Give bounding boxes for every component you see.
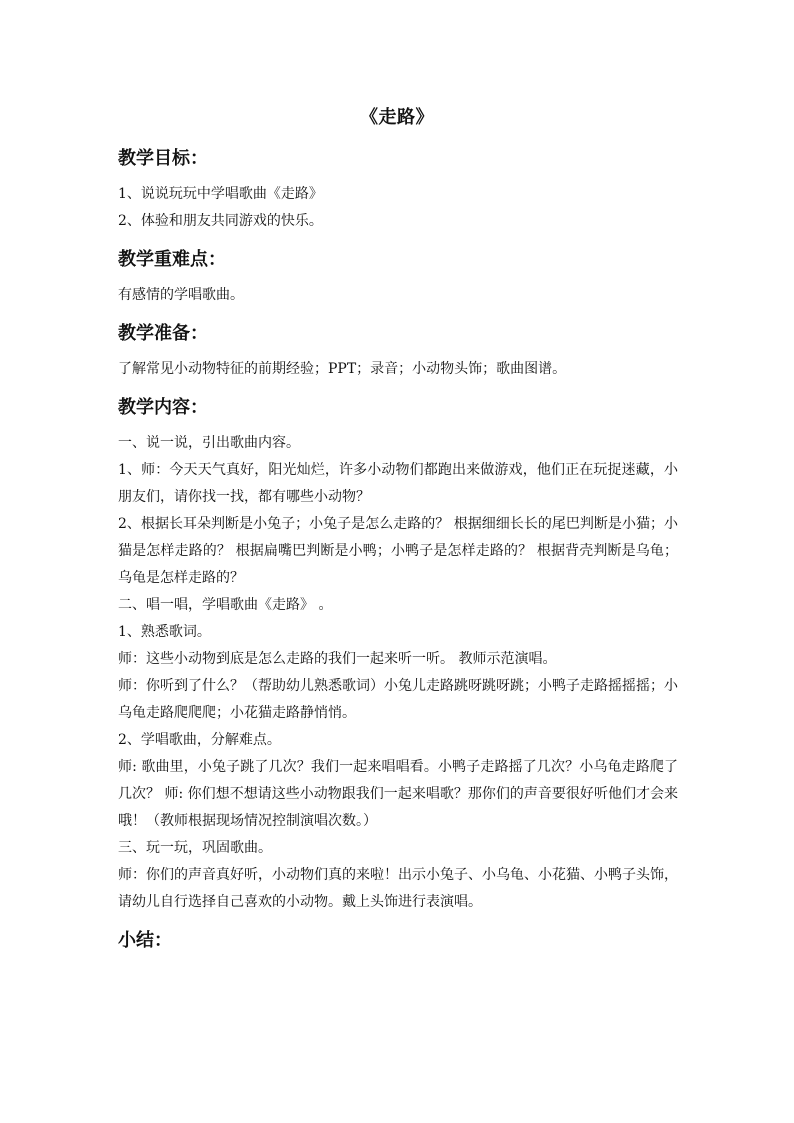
content-item: 1、熟悉歌词。 [118, 624, 211, 640]
content-item: 1、师：今天天气真好，阳光灿烂，许多小动物们都跑出来做游戏，他们正在玩捉迷藏，小朋友们，请你找一找，都有哪些小动物？ [118, 462, 678, 505]
heading-preparation: 教学准备： [118, 323, 208, 344]
document-body [118, 142, 678, 958]
heading-goals: 教学目标： [118, 148, 208, 169]
content-item: 二、唱一唱，学唱歌曲《走路》 。 [118, 597, 333, 613]
content-item: 师: 歌曲里，小兔子跳了几次？我们一起来唱唱看。小鸭子走路摇了几次？小乌龟走路爬了几次？ 师: 你们想不想请这些小动物跟我们一起来唱歌？那你们的声音要很好听他们才会来哦！（教师根据现场情况控制演唱次数。） [118, 759, 678, 829]
document-title: 《走路》 [360, 107, 434, 128]
content-item: 师：你听到了什么？（帮助幼儿熟悉歌词）小兔儿走路跳呀跳呀跳；小鸭子走路摇摇摇；小乌龟走路爬爬爬；小花猫走路静悄悄。 [118, 678, 678, 721]
content-item: 三、玩一玩，巩固歌曲。 [118, 840, 272, 856]
content-item: 一、说一说，引出歌曲内容。 [118, 435, 300, 451]
preparation-item: 了解常见小动物特征的前期经验；PPT；录音；小动物头饰；歌曲图谱。 [118, 361, 567, 377]
heading-key-points: 教学重难点： [118, 249, 226, 270]
heading-content: 教学内容： [118, 397, 208, 418]
goal-item: 1、说说玩玩中学唱歌曲《走路》 [118, 186, 323, 202]
heading-summary: 小结： [118, 930, 172, 951]
goal-item: 2、体验和朋友共同游戏的快乐。 [118, 213, 323, 229]
key-point-item: 有感情的学唱歌曲。 [118, 287, 244, 303]
content-item: 师：你们的声音真好听，小动物们真的来啦！出示小兔子、小乌龟、小花猫、小鸭子头饰，请幼儿自行选择自己喜欢的小动物。戴上头饰进行表演唱。 [118, 867, 678, 910]
content-item: 2、根据长耳朵判断是小兔子；小兔子是怎么走路的？ 根据细细长长的尾巴判断是小猫；小猫是怎样走路的？ 根据扁嘴巴判断是小鸭；小鸭子是怎样走路的？ 根据背壳判断是乌龟；乌龟是怎样走路的？ [118, 516, 678, 586]
content-item: 2、学唱歌曲，分解难点。 [118, 732, 281, 748]
content-item: 师：这些小动物到底是怎么走路的我们一起来听一听。 教师示范演唱。 [118, 651, 557, 667]
